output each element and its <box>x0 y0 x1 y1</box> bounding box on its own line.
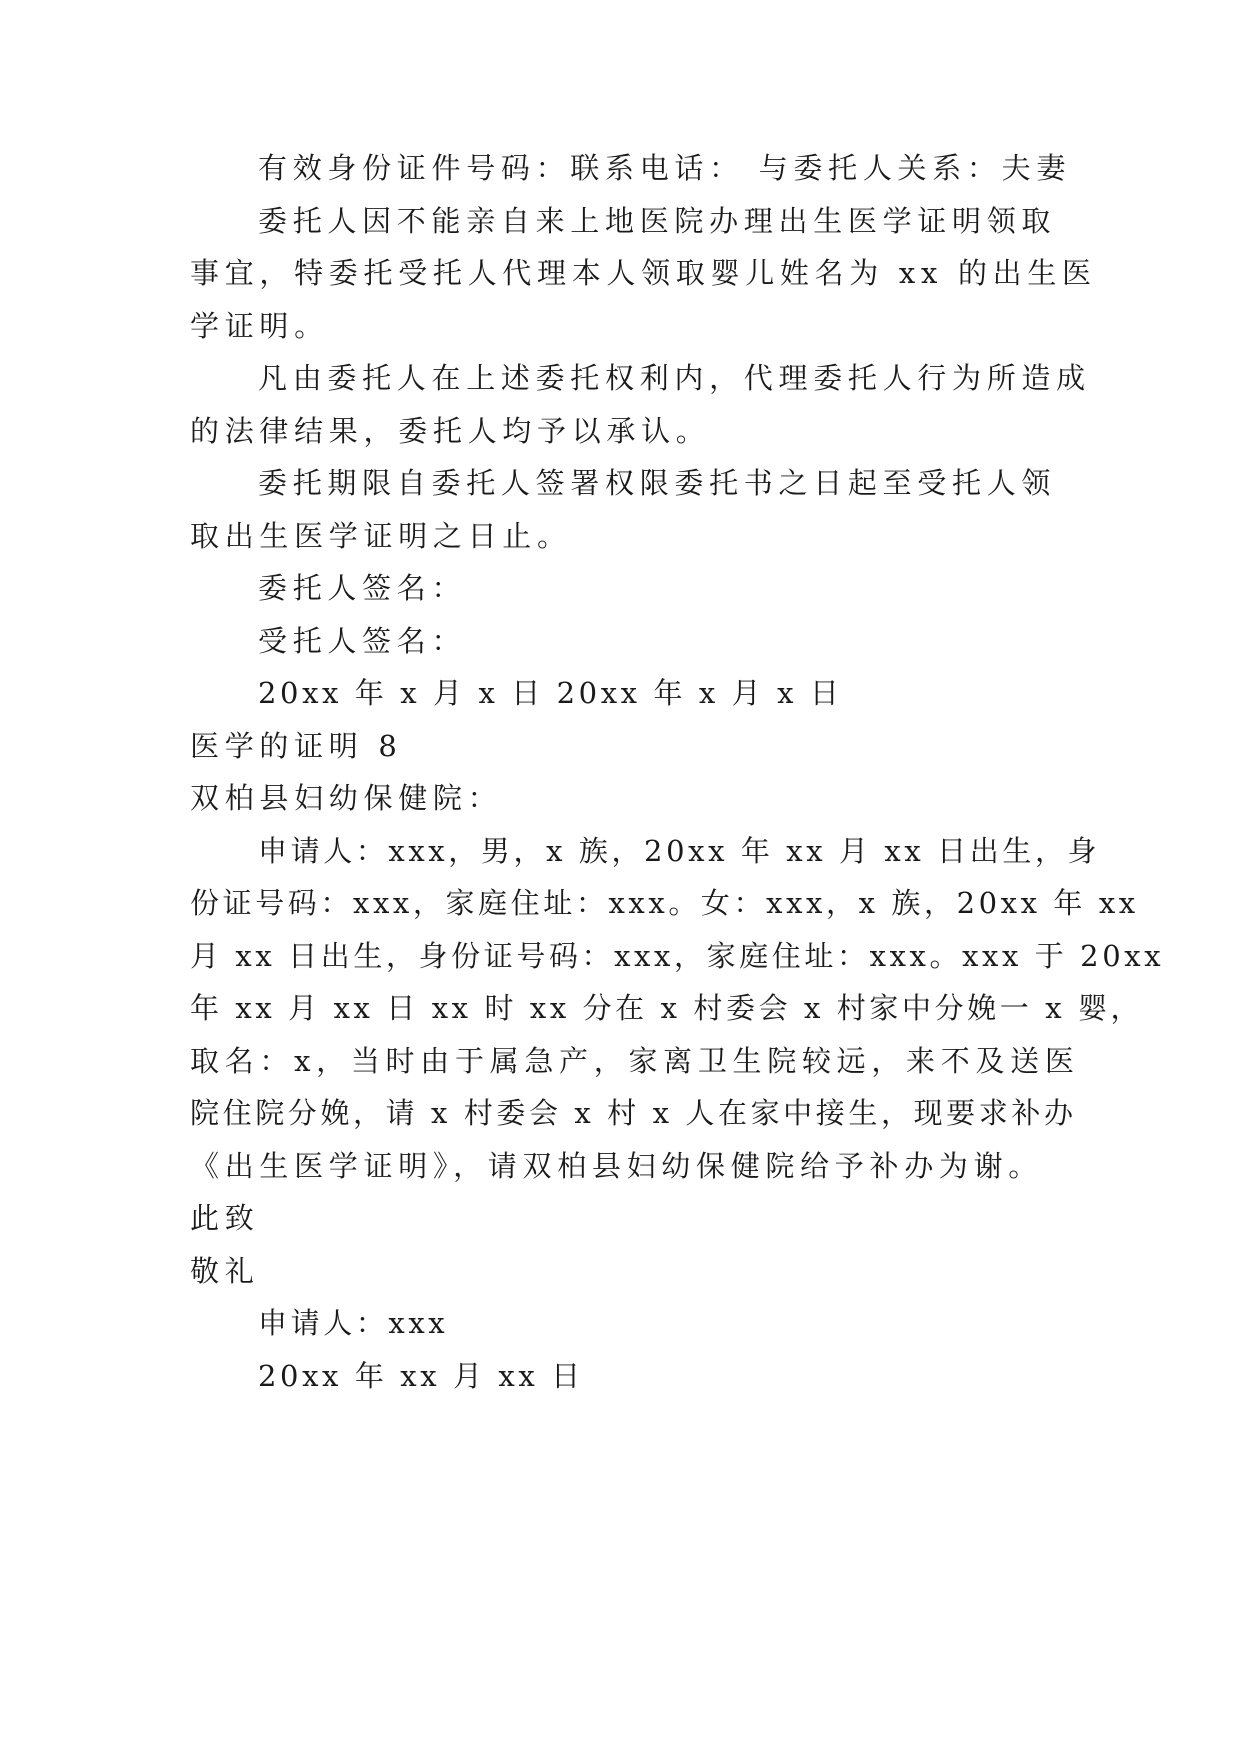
closing-salutation: 此致 <box>190 1201 260 1235</box>
closing-regards: 敬礼 <box>190 1254 260 1288</box>
signature-dates: 20xx 年 x 月 x 日 20xx 年 x 月 x 日 <box>258 676 843 710</box>
principal-signature-label: 委托人签名： <box>258 571 467 605</box>
applicant-signature: 申请人：xxx <box>258 1306 449 1340</box>
application-body-line-5: 取名：x，当时由于属急产，家离卫生院较远，来不及送医 <box>190 1044 1080 1078</box>
application-body-line-1: 申请人：xxx，男，x 族，20xx 年 xx 月 xx 日出生，身 <box>258 834 1101 868</box>
paragraph-term-line-1: 委托期限自委托人签署权限委托书之日起至受托人领 <box>258 466 1057 500</box>
paragraph-entrust-line-3: 学证明。 <box>190 309 329 343</box>
application-body-line-4: 年 xx 月 xx 日 xx 时 xx 分在 x 村委会 x 村家中分娩一 x 婴， <box>190 991 1144 1025</box>
addressee: 双柏县妇幼保健院： <box>190 781 503 815</box>
paragraph-entrust-line-1: 委托人因不能亲自来上地医院办理出生医学证明领取 <box>258 204 1057 238</box>
application-body-line-2: 份证号码：xxx，家庭住址：xxx。女：xxx，x 族，20xx 年 xx <box>190 886 1139 920</box>
section-title: 医学的证明 8 <box>190 729 403 763</box>
agent-signature-label: 受托人签名： <box>258 624 467 658</box>
application-date: 20xx 年 xx 月 xx 日 <box>258 1359 584 1393</box>
paragraph-liability-line-1: 凡由委托人在上述委托权利内，代理委托人行为所造成 <box>258 361 1091 395</box>
application-body-line-6: 院住院分娩，请 x 村委会 x 村 x 人在家中接生，现要求补办 <box>190 1096 1077 1130</box>
application-body-line-7: 《出生医学证明》，请双柏县妇幼保健院给予补办为谢。 <box>190 1149 1044 1183</box>
paragraph-term-line-2: 取出生医学证明之日止。 <box>190 519 572 553</box>
paragraph-entrust-line-2: 事宜，特委托受托人代理本人领取婴儿姓名为 xx 的出生医 <box>190 256 1097 290</box>
paragraph-liability-line-2: 的法律结果，委托人均予以承认。 <box>190 414 711 448</box>
application-body-line-3: 月 xx 日出生，身份证号码：xxx，家庭住址：xxx。xxx 于 20xx <box>190 939 1165 973</box>
id-phone-relation-line: 有效身份证件号码：联系电话： 与委托人关系：夫妻 <box>258 151 1072 185</box>
